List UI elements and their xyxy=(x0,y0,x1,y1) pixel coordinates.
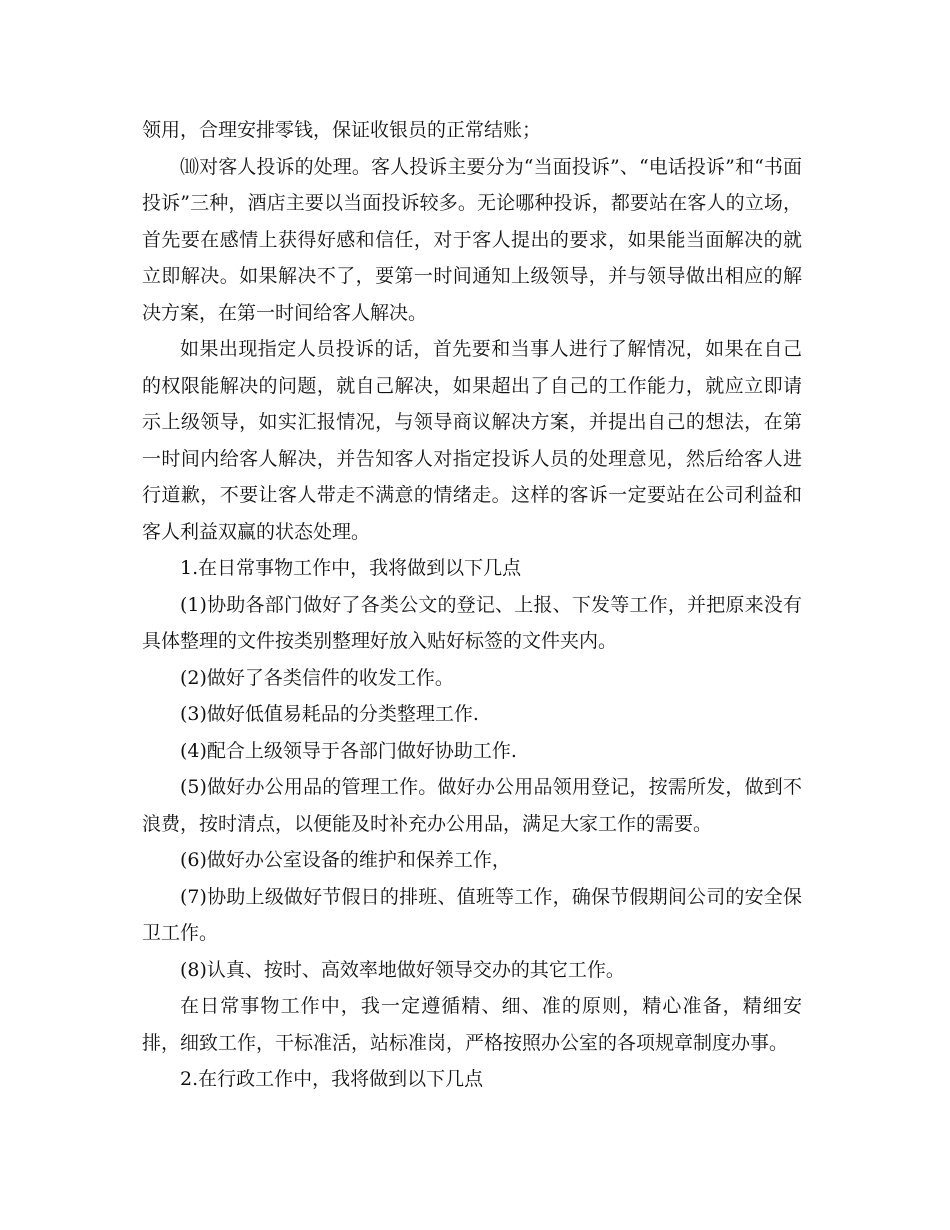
paragraph-12: (8)认真、按时、高效率地做好领导交办的其它工作。 xyxy=(180,958,625,981)
document-body xyxy=(142,112,802,1098)
paragraph-7: (3)做好低值易耗品的分类整理工作. xyxy=(180,703,479,725)
paragraph-2: ⑽对客人投诉的处理。客人投诉主要分为“当面投诉”、“电话投诉”和“书面投诉”三种，酒店主要以当面投诉较多。无论哪种投诉，都要站在客人的立场，首先要在感情上获得好感和信任，对于客人提出的要求，如果能当面解决的就立即解决。如果解决不了，要第一时间通知上级领导，并与领导做出相应的解决方案，在第一时间给客人解决。 xyxy=(142,155,802,324)
paragraph-8: (4)配合上级领导于各部门做好协助工作. xyxy=(180,739,517,762)
paragraph-4: 1.在日常事物工作中，我将做到以下几点 xyxy=(180,557,522,579)
paragraph-9: (5)做好办公用品的管理工作。做好办公用品领用登记，按需所发，做到不浪费，按时清点，以便能及时补充办公用品，满足大家工作的需要。 xyxy=(142,776,802,835)
paragraph-1: 领用，合理安排零钱，保证收银员的正常结账； xyxy=(142,119,542,141)
paragraph-11: (7)协助上级做好节假日的排班、值班等工作，确保节假期间公司的安全保卫工作。 xyxy=(142,885,802,944)
paragraph-5: (1)协助各部门做好了各类公文的登记、上报、下发等工作，并把原来没有具体整理的文件按类别整理好放入贴好标签的文件夹内。 xyxy=(142,593,802,652)
paragraph-3: 如果出现指定人员投诉的话，首先要和当事人进行了解情况，如果在自己的权限能解决的问题，就自己解决，如果超出了自己的工作能力，就应立即请示上级领导，如实汇报情况，与领导商议解决方案，并提出自己的想法，在第一时间内给客人解决，并告知客人对指定投诉人员的处理意见，然后给客人进行道歉，不要让客人带走不满意的情绪走。这样的客诉一定要站在公司利益和客人利益双赢的状态处理。 xyxy=(142,338,802,543)
paragraph-13: 在日常事物工作中，我一定遵循精、细、准的原则，精心准备，精细安排，细致工作，干标准活，站标准岗，严格按照办公室的各项规章制度办事。 xyxy=(142,995,802,1054)
paragraph-6: (2)做好了各类信件的收发工作。 xyxy=(180,666,454,689)
paragraph-10: (6)做好办公室设备的维护和保养工作， xyxy=(180,849,511,871)
paragraph-14: 2.在行政工作中，我将做到以下几点 xyxy=(180,1068,484,1090)
